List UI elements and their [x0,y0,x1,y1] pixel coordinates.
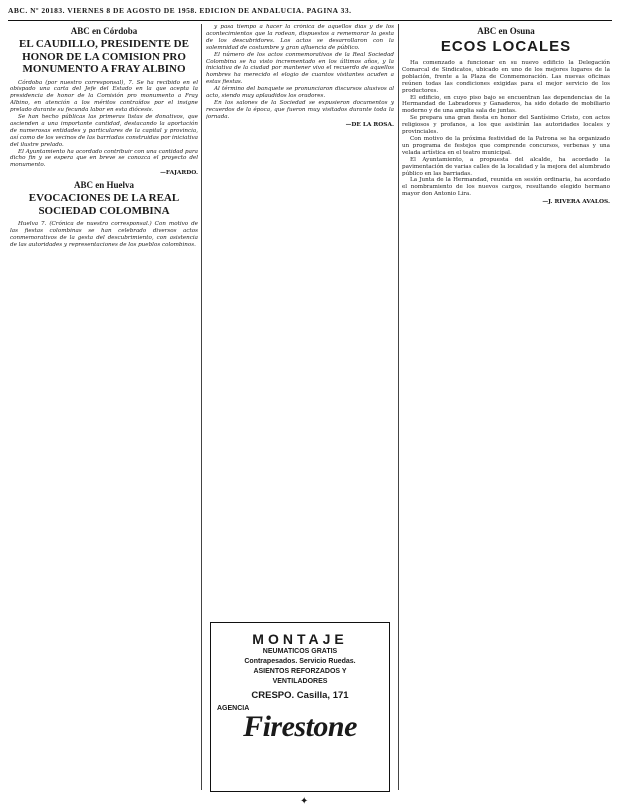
column-divider [398,24,399,790]
article-body [402,60,610,198]
ad-line: NEUMATICOS GRATIS [262,648,338,655]
ad-line: VENTILADORES [272,678,328,685]
article-headline: EVOCACIONES DE LA REAL SOCIEDAD COLOMBINA [28,192,180,217]
article-body [206,24,394,121]
article-body [10,80,198,170]
paragraph: El Ayuntamiento, a propuesta del alcalde, ha acordado la pavimentación de varias calles de la localidad y la mejora del alumbrado público en las barriadas. [402,156,610,177]
paragraph: Huelva 7. (Crónica de nuestro corresponsal.) Con motivo de las fiestas colombinas se han celebrado diversos actos conmemorativos de la gesta del descubrimiento, con asistencia de las autoridades y representaciones de los pueblos colombinos. [10,221,198,248]
ad-agency: AGENCIA [217,705,250,712]
ad-line: Contrapesados. Servicio Ruedas. [244,658,356,665]
column-1 [10,24,198,794]
section-label: ABC en Osuna [477,26,535,36]
article-signature: —J. RIVERA AVALOS. [542,199,610,206]
paragraph: Se prepara una gran fiesta en honor del Santísimo Cristo, con actos religiosos y profanos, a los que asistirán las autoridades locales y provinciales. [402,115,610,136]
article-signature: —FAJARDO. [160,170,198,177]
section-label: ABC en Huelva [73,180,134,191]
page-header: ABC. Nº 20183. VIERNES 8 DE AGOSTO DE 1958. EDICION DE ANDALUCIA. PAGINA 33. [8,6,352,15]
paragraph: Se han hecho públicas las primeras listas de donativos, que ascienden a una importante cantidad, destacando la aportación de numerosas entidades y particulares de la capital y provincia, así como de los vecinos de las barriadas construidas por iniciativa del ilustre prelado. [10,114,198,148]
paragraph: Al término del banquete se pronunciaron discursos alusivos al acto, siendo muy aplaudidos los oradores. [206,86,394,100]
paragraph: En los salones de la Sociedad se expusieron documentos y recuerdos de la época, que fueron muy visitados durante toda la jornada. [206,99,394,120]
section-label: ABC en Córdoba [70,26,138,36]
paragraph: La Junta de la Hermandad, reunida en sesión ordinaria, ha acordado el nombramiento de los nuevos cargos, resultando elegido hermano mayor don Antonio Lira. [402,177,610,198]
ad-title: MONTAJE [252,631,348,647]
paragraph: y pasa tiempo a hacer la crónica de aquellos días y de los acontecimientos que la rodean, dispuestos a rememorar la gesta de los descubridores. Los actos se desarrollaron con la solemnidad de costumbre y gran afluencia de público. [206,24,394,51]
footer-ornament-icon: ✦ [300,796,309,807]
header-rule [8,20,612,21]
brand-logo: Firestone [243,710,357,743]
paragraph: Córdoba (por nuestro corresponsal), 7. Se ha recibido en el obispado una carta del Jefe del Estado en la que acepta la presidencia de honor de la Comisión pro monumento a Fray Albino, en atención a los méritos contraídos por el insigne prelado durante su fecunda labor en esta diócesis. [10,79,198,114]
firestone-advertisement [210,622,390,792]
paragraph: El edificio, en cuyo piso bajo se encuentran las dependencias de la Hermandad de Labradores y Ganaderos, ha sido dotado de mobiliario moderno y de una amplia sala de juntas. [402,94,610,115]
article-body [10,221,198,249]
paragraph: El Ayuntamiento ha acordado contribuir con una cantidad para dicho fin y se espera que en breve se conozca el proyecto del monumento. [10,148,198,169]
column-3 [402,24,610,794]
paragraph: Con motivo de la próxima festividad de la Patrona se ha organizado un programa de festejos que comprende concursos, verbenas y una velada artística en el teatro municipal. [402,135,610,156]
article-signature: —DE LA ROSA. [345,121,394,128]
column-divider [201,24,202,790]
article-headline: EL CAUDILLO, PRESIDENTE DE HONOR DE LA COMISION PRO MONUMENTO A FRAY ALBINO [19,38,189,75]
ad-address: CRESPO. Casilla, 171 [251,690,349,701]
article-headline: ECOS LOCALES [440,38,572,55]
paragraph: El número de los actos conmemorativos de la Real Sociedad Colombina se ha visto incrementado en los últimos años, y la iniciativa de la ciudad por mantener vivo el recuerdo de aquellos hombres ha merecido el elogio de cuantos visitantes acuden a estas fiestas. [206,51,394,86]
ad-line: ASIENTOS REFORZADOS Y [253,668,347,675]
paragraph: Ha comenzado a funcionar en su nuevo edificio la Delegación Comarcal de Sindicatos, ubicado en uno de los mejores lugares de la población, frente a la Plaza de Conmemoración. Las nuevas oficinas reúnen todas las condiciones exigidas para el mejor servicio de los productores. [402,60,610,94]
